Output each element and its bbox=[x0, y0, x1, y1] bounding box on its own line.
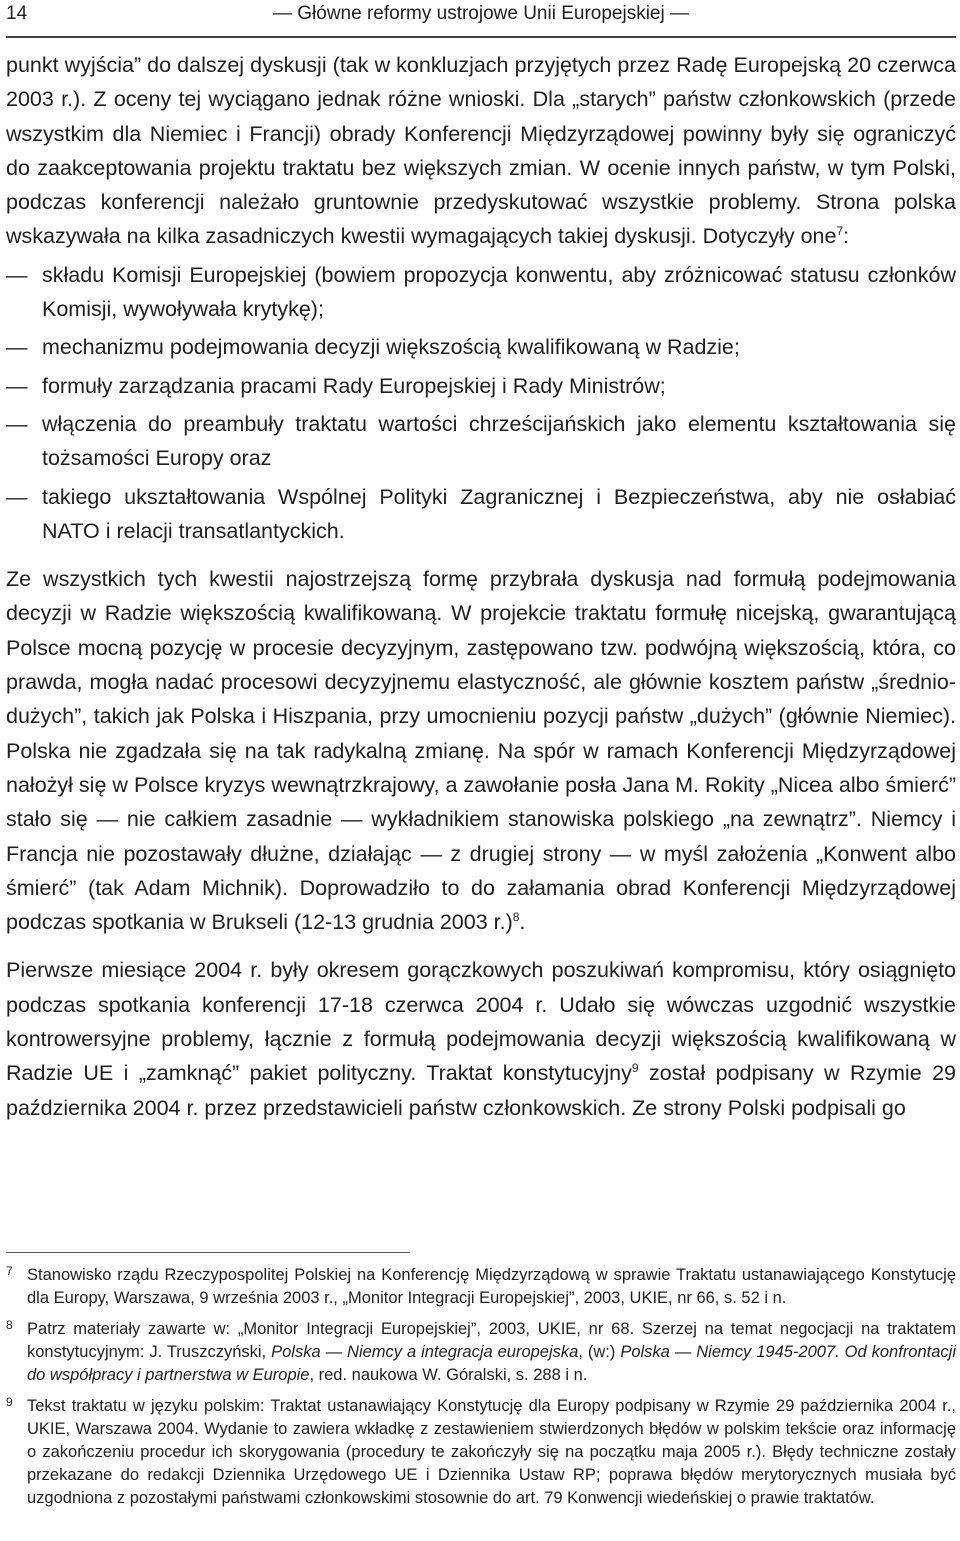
list-item-text: formuły zarządzania pracami Rady Europejskiej i Rady Ministrów; bbox=[42, 373, 666, 398]
paragraph-2-text: Ze wszystkich tych kwestii najostrzejszą formę przybrała dyskusja nad formułą podejmowania decyzji w Radzie większością kwalifikowaną. W projekcie traktatu formułę nicejską, gwarantującą Polsce mocną pozycję w procesie decyzyjnym, zastępowano tzw. podwójną większością, która, co prawda, mogła nadać procesowi decyzyjnemu elastyczność, ale głównie kosztem państw „średnio-dużych”, takich jak Polska i Hiszpania, przy umocnieniu pozycji państw „dużych” (głównie Niemiec). Polska nie zgadzała się na tak radykalną zmianę. Na spór w ramach Konferencji Międzyrządowej nałożył się w Polsce kryzys wewnątrzkrajowy, a zawołanie posła Jana M. Rokity „Nicea albo śmierć” stało się — nie całkiem zasadnie — wykładnikiem stanowiska polskiego „na zewnątrz”. Niemcy i Francja nie pozostawały dłużne, działając — z drugiej strony — w myśl założenia „Konwent albo śmierć” (tak Adam Michnik). Doprowadziło to do załamania obrad Konferencji Międzyrządowej podczas spotkania w Brukseli (12-13 grudnia 2003 r.) bbox=[6, 567, 956, 935]
footnote-separator bbox=[6, 1252, 410, 1253]
paragraph-3 bbox=[6, 953, 956, 1124]
footnote-9 bbox=[6, 1395, 956, 1510]
footnote-text: Stanowisko rządu Rzeczypospolitej Polskiej na Konferencję Międzyrządową w sprawie Traktatu ustanawiającego Konstytucję dla Europy, Warszawa, 9 września 2003 r., „Monitor Integracji Europejskiej”, 2003, UKIE, nr 66, s. 52 i n. bbox=[27, 1266, 956, 1307]
paragraph-3-text-a: Pierwsze miesiące 2004 r. były okresem gorączkowych poszukiwań kompromisu, który osiągnięto podczas spotkania konferencji 17-18 czerwca 2004 r. Udało się wówczas uzgodnić wszystkie kontrowersyjne problemy, łącznie z formułą podejmowania decyzji większością kwalifikowaną w Radzie UE i „zamknąć” pakiet polityczny. Traktat konstytucyjny bbox=[6, 958, 956, 1086]
footnote-8 bbox=[6, 1318, 956, 1387]
list-item-text: mechanizmu podejmowania decyzji większością kwalifikowaną w Radzie; bbox=[42, 335, 740, 360]
list-item bbox=[6, 330, 956, 364]
dash-bullet: — bbox=[6, 373, 28, 398]
paragraph-2 bbox=[6, 562, 956, 939]
footnote-7 bbox=[6, 1264, 956, 1310]
paragraph-1-text: punkt wyjścia” do dalszej dyskusji (tak w konkluzjach przyjętych przez Radę Europejską 20 czerwca 2003 r.). Z oceny tej wyciągano jednak różne wnioski. Dla „starych” państw członkowskich (przede wszystkim dla Niemiec i Francji) obrady Konferencji Międzyrządowej powinny były się ograniczyć do zaakceptowania projektu traktatu bez większych zmian. W ocenie innych państw, w tym Polski, podczas konferencji należało gruntownie przedyskutować wszystkie problemy. Strona polska wskazywała na kilka zasadniczych kwestii wymagających takiej dyskusji. Dotyczyły one bbox=[6, 53, 956, 249]
footnote-title: Polska — Niemcy 1945-2007. Od konfrontacji do współpracy i partnerstwa w Europie bbox=[27, 1343, 957, 1384]
list-item bbox=[6, 369, 956, 403]
list-item bbox=[6, 407, 956, 476]
dash-bullet: — bbox=[6, 335, 28, 360]
dash-bullet: — bbox=[6, 411, 28, 436]
footnote-title: Polska — Niemcy a integracja europejska bbox=[271, 1343, 579, 1361]
footnote-ref-8[interactable]: 8 bbox=[512, 909, 520, 924]
footnote-text: , red. naukowa W. Góralski, s. 288 i n. bbox=[309, 1366, 588, 1384]
footnotes bbox=[6, 1264, 956, 1518]
header-rule bbox=[6, 36, 956, 38]
list-item-text: włączenia do preambuły traktatu wartości chrześcijańskich jako elementu kształtowania się tożsamości Europy oraz bbox=[42, 411, 956, 471]
footnote-number: 8 bbox=[6, 1318, 13, 1332]
issues-list bbox=[6, 258, 956, 548]
main-text bbox=[6, 48, 956, 1125]
footnote-ref-7[interactable]: 7 bbox=[836, 224, 844, 239]
dash-bullet: — bbox=[6, 484, 28, 509]
paragraph-1-tail: : bbox=[843, 224, 850, 249]
paragraph-3-text-b: został podpisany w Rzymie 29 października 2004 r. przez przedstawicieli państw członkowskich. Ze strony Polski podpisali go bbox=[6, 1061, 956, 1120]
list-item bbox=[6, 258, 956, 327]
footnote-text: , (w:) bbox=[578, 1343, 621, 1361]
page-number: 14 bbox=[6, 3, 28, 24]
paragraph-2-tail: . bbox=[519, 910, 526, 935]
list-item-text: składu Komisji Europejskiej (bowiem propozycja konwentu, aby zróżnicować statusu członków Komisji, wywoływała krytykę); bbox=[42, 262, 956, 322]
footnote-text: Patrz materiały zawarte w: „Monitor Integracji Europejskiej”, 2003, UKIE, nr 68. Szerzej na temat negocjacji na traktatem konstytucyjnym: J. Truszczyński, bbox=[27, 1320, 956, 1361]
footnote-number: 7 bbox=[6, 1264, 13, 1278]
dash-bullet: — bbox=[6, 262, 28, 287]
footnote-number: 9 bbox=[6, 1395, 13, 1409]
running-head: — Główne reformy ustrojowe Unii Europejskiej — bbox=[272, 3, 690, 24]
list-item-text: takiego ukształtowania Wspólnej Polityki Zagranicznej i Bezpieczeństwa, aby nie osłabiać NATO i relacji transatlantyckich. bbox=[42, 484, 956, 543]
paragraph-1 bbox=[6, 48, 956, 254]
footnote-text: Tekst traktatu w języku polskim: Traktat ustanawiający Konstytucję dla Europy podpisany w Rzymie 29 października 2004 r., UKIE, Warszawa 2004. Wydanie to zawiera wkładkę z zestawieniem stwierdzonych błędów w polskim tekście oraz informację o zakończeniu procedur ich skorygowania (procedury te zakończyły się na początku maja 2005 r.). Błędy techniczne zostały przekazane do redakcji Dziennika Urzędowego UE i Dziennika Ustaw RP; poprawa błędów merytorycznych musiała być uzgodniona z pozostałymi państwami członkowskimi stosownie do art. 79 Konwencji wiedeńskiej o prawie traktatów. bbox=[27, 1397, 956, 1507]
list-item bbox=[6, 480, 956, 549]
footnote-ref-9[interactable]: 9 bbox=[631, 1061, 639, 1076]
page-header bbox=[6, 0, 956, 40]
